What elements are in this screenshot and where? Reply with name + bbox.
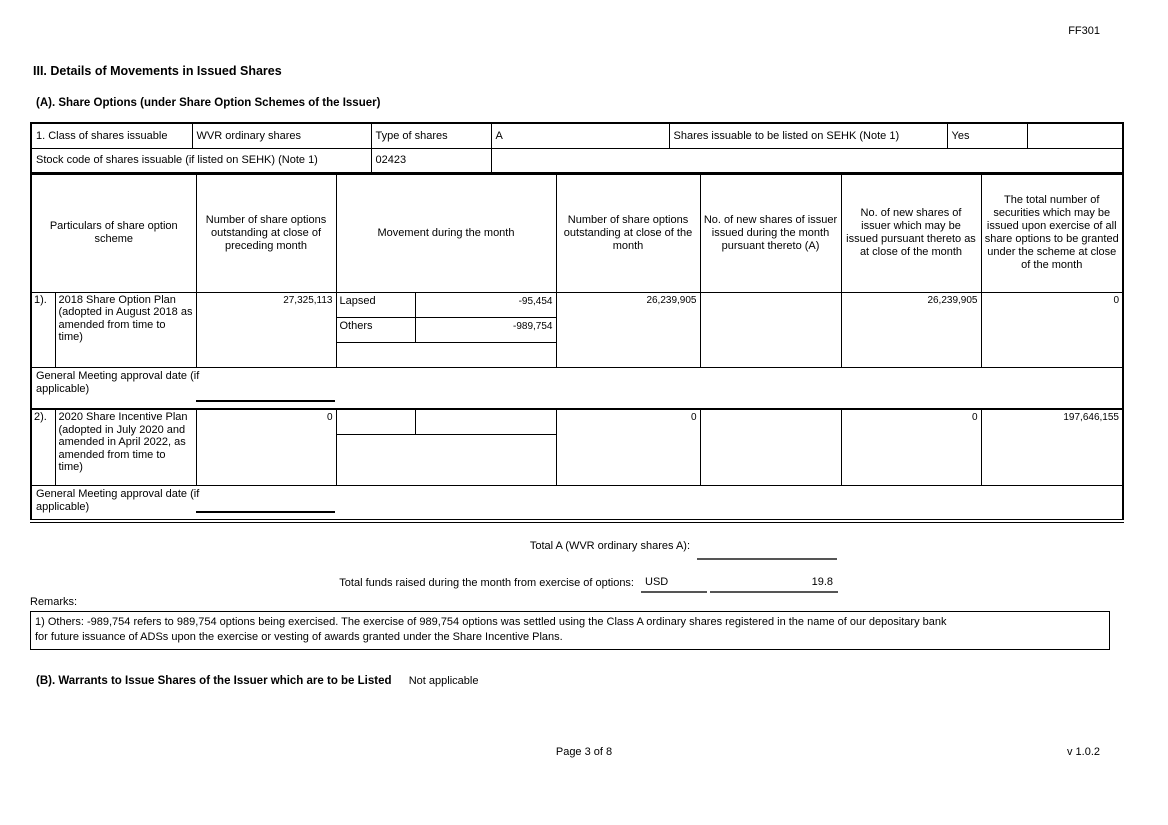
scheme-2-index: 2). xyxy=(31,409,55,485)
scheme-2-new-shares-may-issue: 0 xyxy=(841,409,981,485)
stock-code-value: 02423 xyxy=(371,148,491,173)
gm-approval-label: General Meeting approval date (if applicable) xyxy=(36,369,200,395)
form-version: v 1.0.2 xyxy=(1066,746,1100,758)
scheme-2-total-securities: 197,646,155 xyxy=(981,409,1123,485)
gm-approval-cell xyxy=(31,367,1123,409)
info-row-stock-code xyxy=(31,148,1123,173)
movement-row xyxy=(337,410,556,435)
total-a-label: Total A (WVR ordinary shares A): xyxy=(529,540,690,552)
col-header-new-shares-issued: No. of new shares of issuer issued during the month pursuant thereto (A) xyxy=(700,174,841,292)
col-header-new-shares-may-issue: No. of new shares of issuer which may be issued pursuant thereto as at close of the month xyxy=(841,174,981,292)
movement-label xyxy=(337,410,416,434)
scheme-row-1 xyxy=(31,292,1123,367)
scheme-1-outstanding-preceding: 27,325,113 xyxy=(196,292,336,367)
col-header-particulars: Particulars of share option scheme xyxy=(31,174,196,292)
gm-approval-date-field[interactable] xyxy=(196,511,335,513)
scheme-2-name: 2020 Share Incentive Plan (adopted in July 2020 and amended in April 2022, as amended from time to time) xyxy=(55,409,196,485)
movement-label: Others xyxy=(337,318,416,342)
movement-label: Lapsed xyxy=(337,293,416,317)
issuable-info-table xyxy=(30,122,1124,174)
type-of-shares-label: Type of shares xyxy=(371,123,491,148)
movement-value: -989,754 xyxy=(513,320,553,332)
scheme-1-new-shares-may-issue: 26,239,905 xyxy=(841,292,981,367)
scheme-1-movement-cell xyxy=(336,292,556,367)
subsection-b-value: Not applicable xyxy=(408,675,479,687)
remarks-line-2: for future issuance of ADSs upon the exercise or vesting of awards granted under the Share Incentive Plans. xyxy=(35,630,563,643)
scheme-1-total-securities: 0 xyxy=(981,292,1123,367)
scheme-2-outstanding-close: 0 xyxy=(556,409,700,485)
scheme-1-name: 2018 Share Option Plan (adopted in August 2018 as amended from time to time) xyxy=(55,292,196,367)
movement-value xyxy=(416,410,556,434)
remarks-box xyxy=(30,611,1110,650)
funds-amount-field[interactable]: 19.8 xyxy=(710,576,838,593)
remarks-label: Remarks: xyxy=(30,596,78,608)
share-options-section xyxy=(30,122,1124,523)
form-code: FF301 xyxy=(1068,25,1100,37)
type-of-shares-value: A xyxy=(491,123,669,148)
movement-row xyxy=(337,293,556,318)
scheme-2-outstanding-preceding: 0 xyxy=(196,409,336,485)
share-option-movements-table xyxy=(30,173,1124,523)
col-header-outstanding-preceding: Number of share options outstanding at close of preceding month xyxy=(196,174,336,292)
listed-on-sehk-label: Shares issuable to be listed on SEHK (Note 1) xyxy=(669,123,947,148)
total-funds-label: Total funds raised during the month from exercise of options: xyxy=(339,577,634,589)
listed-on-sehk-value: Yes xyxy=(947,123,1027,148)
total-a-field[interactable] xyxy=(697,544,837,560)
scheme-2-new-shares-issued xyxy=(700,409,841,485)
stock-code-empty-cell xyxy=(491,148,1123,173)
gm-approval-cell xyxy=(31,485,1123,521)
subsection-a-title: (A). Share Options (under Share Option Schemes of the Issuer) xyxy=(36,97,381,109)
stock-code-label: Stock code of shares issuable (if listed on SEHK) (Note 1) xyxy=(31,148,371,173)
col-header-total-securities: The total number of securities which may be issued upon exercise of all share options to be granted under the scheme at close of the month xyxy=(981,174,1123,292)
col-header-movement: Movement during the month xyxy=(336,174,556,292)
remarks-line-1: 1) Others: -989,754 refers to 989,754 options being exercised. The exercise of 989,754 options was settled using the Class A ordinary shares registered in the name of our depositary bank xyxy=(35,616,947,628)
gm-approval-date-field[interactable] xyxy=(196,400,335,402)
scheme-row-2 xyxy=(31,409,1123,485)
col-header-outstanding-close: Number of share options outstanding at close of the month xyxy=(556,174,700,292)
gm-approval-row-1 xyxy=(31,367,1123,409)
scheme-2-movement-cell xyxy=(336,409,556,485)
page-number: Page 3 of 8 xyxy=(555,746,613,758)
class-of-shares-label: 1. Class of shares issuable xyxy=(31,123,192,148)
subsection-b-title: (B). Warrants to Issue Shares of the Issuer which are to be Listed xyxy=(36,675,392,687)
section-title: III. Details of Movements in Issued Shares xyxy=(33,64,282,78)
movement-value: -95,454 xyxy=(518,295,553,307)
column-header-row xyxy=(31,174,1123,292)
class-of-shares-value: WVR ordinary shares xyxy=(192,123,371,148)
scheme-1-outstanding-close: 26,239,905 xyxy=(556,292,700,367)
gm-approval-row-2 xyxy=(31,485,1123,521)
info-row-class xyxy=(31,123,1123,148)
currency-field[interactable]: USD xyxy=(641,576,707,593)
movement-row xyxy=(337,318,556,343)
scheme-1-index: 1). xyxy=(31,292,55,367)
gm-approval-label: General Meeting approval date (if applicable) xyxy=(36,487,200,513)
info-empty-cell xyxy=(1027,123,1123,148)
scheme-1-new-shares-issued xyxy=(700,292,841,367)
subsection-b xyxy=(36,675,478,687)
